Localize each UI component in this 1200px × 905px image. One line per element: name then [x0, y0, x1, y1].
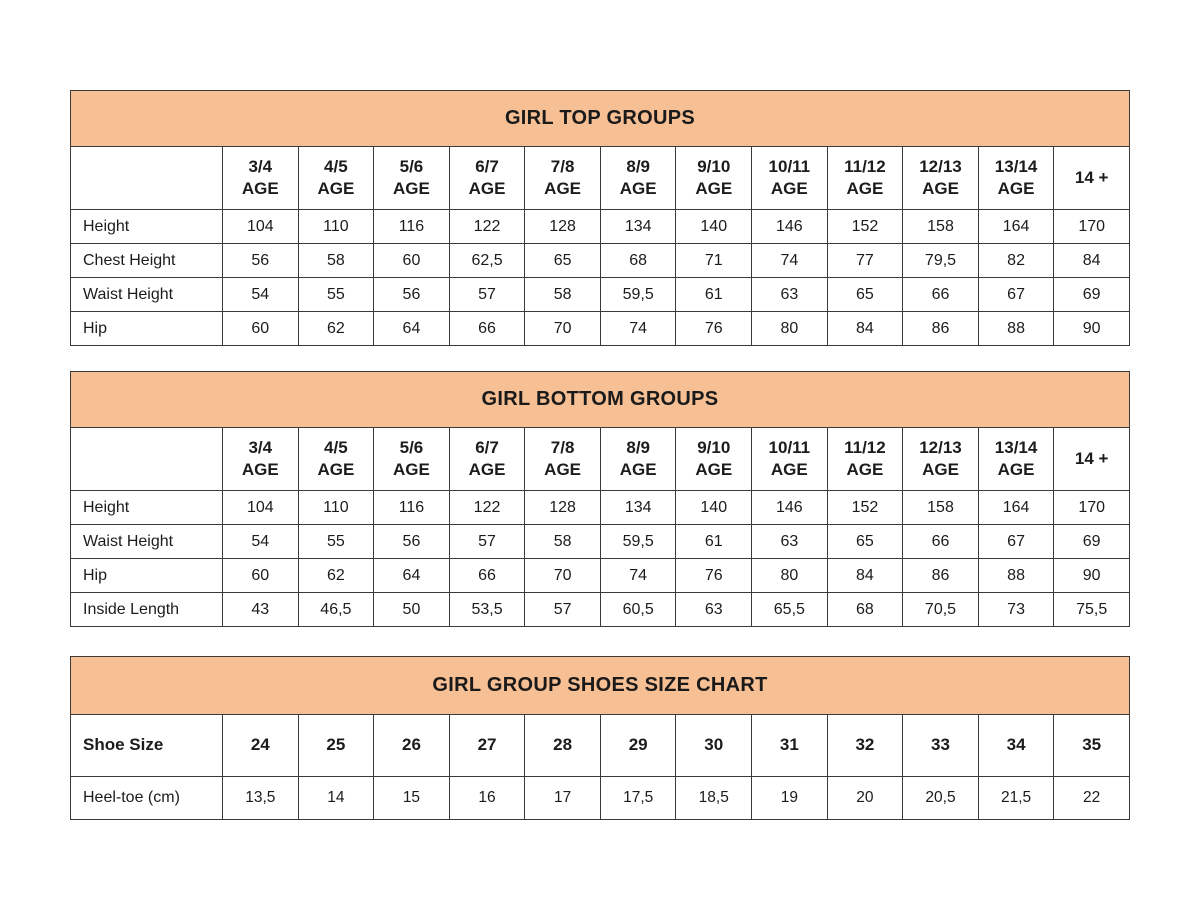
column-header-cell: 29 — [600, 715, 676, 777]
value-cell: 110 — [298, 491, 374, 525]
column-header-cell: 11/12 AGE — [827, 147, 903, 210]
column-header-cell: 8/9 AGE — [600, 428, 676, 491]
value-cell: 60 — [223, 312, 299, 346]
column-header-cell: 31 — [752, 715, 828, 777]
column-header-cell: 14 + — [1054, 147, 1130, 210]
value-cell: 67 — [978, 278, 1054, 312]
value-cell: 59,5 — [600, 278, 676, 312]
value-cell: 86 — [903, 312, 979, 346]
column-header-cell: 27 — [449, 715, 525, 777]
row-label: Waist Height — [71, 278, 223, 312]
value-cell: 56 — [374, 525, 450, 559]
value-cell: 15 — [374, 777, 450, 820]
column-header-cell: 3/4 AGE — [223, 147, 299, 210]
value-cell: 59,5 — [600, 525, 676, 559]
value-cell: 70 — [525, 559, 601, 593]
table-row — [71, 244, 1130, 278]
value-cell: 90 — [1054, 559, 1130, 593]
value-cell: 79,5 — [903, 244, 979, 278]
column-header-cell: 11/12 AGE — [827, 428, 903, 491]
column-header-cell: 13/14 AGE — [978, 428, 1054, 491]
value-cell: 43 — [223, 593, 299, 627]
table-row — [71, 278, 1130, 312]
value-cell: 140 — [676, 210, 752, 244]
value-cell: 50 — [374, 593, 450, 627]
row-label: Height — [71, 210, 223, 244]
column-header-cell: 8/9 AGE — [600, 147, 676, 210]
value-cell: 53,5 — [449, 593, 525, 627]
value-cell: 134 — [600, 491, 676, 525]
column-header-cell: 4/5 AGE — [298, 428, 374, 491]
value-cell: 55 — [298, 278, 374, 312]
value-cell: 104 — [223, 491, 299, 525]
value-cell: 84 — [827, 312, 903, 346]
value-cell: 21,5 — [978, 777, 1054, 820]
value-cell: 90 — [1054, 312, 1130, 346]
value-cell: 76 — [676, 559, 752, 593]
value-cell: 152 — [827, 210, 903, 244]
value-cell: 69 — [1054, 278, 1130, 312]
column-header-cell: 4/5 AGE — [298, 147, 374, 210]
value-cell: 54 — [223, 278, 299, 312]
column-header-cell: 35 — [1054, 715, 1130, 777]
value-cell: 70 — [525, 312, 601, 346]
value-cell: 14 — [298, 777, 374, 820]
value-cell: 146 — [752, 491, 828, 525]
value-cell: 68 — [600, 244, 676, 278]
table-girl-top-groups — [70, 90, 1130, 346]
value-cell: 63 — [676, 593, 752, 627]
value-cell: 66 — [449, 559, 525, 593]
value-cell: 71 — [676, 244, 752, 278]
table-title-row — [71, 372, 1130, 428]
column-header-cell: 3/4 AGE — [223, 428, 299, 491]
column-header-cell: 7/8 AGE — [525, 147, 601, 210]
value-cell: 122 — [449, 491, 525, 525]
column-header-cell: 5/6 AGE — [374, 428, 450, 491]
table-row — [71, 491, 1130, 525]
value-cell: 66 — [903, 278, 979, 312]
value-cell: 19 — [752, 777, 828, 820]
value-cell: 146 — [752, 210, 828, 244]
value-cell: 70,5 — [903, 593, 979, 627]
table-girl-group-shoes-size-chart — [70, 656, 1130, 820]
value-cell: 62 — [298, 312, 374, 346]
header-label-cell — [71, 428, 223, 491]
value-cell: 164 — [978, 210, 1054, 244]
table-title-row — [71, 91, 1130, 147]
value-cell: 65,5 — [752, 593, 828, 627]
value-cell: 128 — [525, 210, 601, 244]
table-title: GIRL BOTTOM GROUPS — [71, 372, 1130, 428]
value-cell: 58 — [298, 244, 374, 278]
value-cell: 170 — [1054, 210, 1130, 244]
value-cell: 74 — [752, 244, 828, 278]
value-cell: 65 — [827, 525, 903, 559]
value-cell: 80 — [752, 559, 828, 593]
value-cell: 116 — [374, 491, 450, 525]
value-cell: 61 — [676, 525, 752, 559]
value-cell: 69 — [1054, 525, 1130, 559]
value-cell: 66 — [449, 312, 525, 346]
row-label: Hip — [71, 559, 223, 593]
table-title: GIRL TOP GROUPS — [71, 91, 1130, 147]
column-header-cell: 33 — [903, 715, 979, 777]
table-row — [71, 593, 1130, 627]
header-label-cell — [71, 147, 223, 210]
value-cell: 75,5 — [1054, 593, 1130, 627]
value-cell: 84 — [1054, 244, 1130, 278]
column-header-cell: 13/14 AGE — [978, 147, 1054, 210]
table-girl-bottom-groups — [70, 371, 1130, 627]
table-row — [71, 777, 1130, 820]
value-cell: 60 — [223, 559, 299, 593]
row-label: Height — [71, 491, 223, 525]
value-cell: 63 — [752, 278, 828, 312]
value-cell: 73 — [978, 593, 1054, 627]
row-label: Heel-toe (cm) — [71, 777, 223, 820]
value-cell: 57 — [449, 278, 525, 312]
value-cell: 18,5 — [676, 777, 752, 820]
row-label: Chest Height — [71, 244, 223, 278]
value-cell: 74 — [600, 559, 676, 593]
girl-size-chart-page — [0, 90, 1200, 905]
value-cell: 74 — [600, 312, 676, 346]
value-cell: 77 — [827, 244, 903, 278]
value-cell: 164 — [978, 491, 1054, 525]
column-header-cell: 34 — [978, 715, 1054, 777]
column-header-cell: 14 + — [1054, 428, 1130, 491]
value-cell: 152 — [827, 491, 903, 525]
value-cell: 46,5 — [298, 593, 374, 627]
table-title: GIRL GROUP SHOES SIZE CHART — [71, 657, 1130, 715]
column-header-cell: 10/11 AGE — [752, 428, 828, 491]
column-header-cell: 28 — [525, 715, 601, 777]
value-cell: 140 — [676, 491, 752, 525]
value-cell: 84 — [827, 559, 903, 593]
value-cell: 66 — [903, 525, 979, 559]
value-cell: 68 — [827, 593, 903, 627]
table-row — [71, 210, 1130, 244]
column-header-cell: 26 — [374, 715, 450, 777]
value-cell: 56 — [223, 244, 299, 278]
column-header-row — [71, 715, 1130, 777]
value-cell: 86 — [903, 559, 979, 593]
value-cell: 22 — [1054, 777, 1130, 820]
value-cell: 60 — [374, 244, 450, 278]
value-cell: 60,5 — [600, 593, 676, 627]
column-header-cell: 32 — [827, 715, 903, 777]
column-header-cell: 7/8 AGE — [525, 428, 601, 491]
value-cell: 170 — [1054, 491, 1130, 525]
column-header-row — [71, 147, 1130, 210]
value-cell: 88 — [978, 559, 1054, 593]
column-header-cell: 9/10 AGE — [676, 428, 752, 491]
table-row — [71, 525, 1130, 559]
value-cell: 65 — [827, 278, 903, 312]
value-cell: 158 — [903, 210, 979, 244]
row-label: Inside Length — [71, 593, 223, 627]
value-cell: 17 — [525, 777, 601, 820]
value-cell: 128 — [525, 491, 601, 525]
table-row — [71, 312, 1130, 346]
value-cell: 57 — [525, 593, 601, 627]
column-header-row — [71, 428, 1130, 491]
value-cell: 158 — [903, 491, 979, 525]
column-header-cell: 9/10 AGE — [676, 147, 752, 210]
value-cell: 64 — [374, 559, 450, 593]
column-header-cell: 6/7 AGE — [449, 428, 525, 491]
value-cell: 64 — [374, 312, 450, 346]
value-cell: 58 — [525, 278, 601, 312]
value-cell: 88 — [978, 312, 1054, 346]
value-cell: 67 — [978, 525, 1054, 559]
value-cell: 55 — [298, 525, 374, 559]
value-cell: 65 — [525, 244, 601, 278]
value-cell: 110 — [298, 210, 374, 244]
value-cell: 122 — [449, 210, 525, 244]
column-header-cell: 12/13 AGE — [903, 428, 979, 491]
table-title-row — [71, 657, 1130, 715]
value-cell: 76 — [676, 312, 752, 346]
value-cell: 54 — [223, 525, 299, 559]
row-label: Hip — [71, 312, 223, 346]
value-cell: 16 — [449, 777, 525, 820]
value-cell: 58 — [525, 525, 601, 559]
value-cell: 20 — [827, 777, 903, 820]
value-cell: 56 — [374, 278, 450, 312]
value-cell: 17,5 — [600, 777, 676, 820]
column-header-cell: 10/11 AGE — [752, 147, 828, 210]
column-header-cell: 5/6 AGE — [374, 147, 450, 210]
value-cell: 63 — [752, 525, 828, 559]
column-header-cell: 25 — [298, 715, 374, 777]
value-cell: 61 — [676, 278, 752, 312]
column-header-cell: 24 — [223, 715, 299, 777]
column-header-cell: 12/13 AGE — [903, 147, 979, 210]
value-cell: 80 — [752, 312, 828, 346]
header-label-cell: Shoe Size — [71, 715, 223, 777]
value-cell: 116 — [374, 210, 450, 244]
value-cell: 62,5 — [449, 244, 525, 278]
column-header-cell: 30 — [676, 715, 752, 777]
value-cell: 62 — [298, 559, 374, 593]
value-cell: 82 — [978, 244, 1054, 278]
value-cell: 134 — [600, 210, 676, 244]
value-cell: 104 — [223, 210, 299, 244]
value-cell: 13,5 — [223, 777, 299, 820]
value-cell: 20,5 — [903, 777, 979, 820]
value-cell: 57 — [449, 525, 525, 559]
row-label: Waist Height — [71, 525, 223, 559]
column-header-cell: 6/7 AGE — [449, 147, 525, 210]
table-row — [71, 559, 1130, 593]
